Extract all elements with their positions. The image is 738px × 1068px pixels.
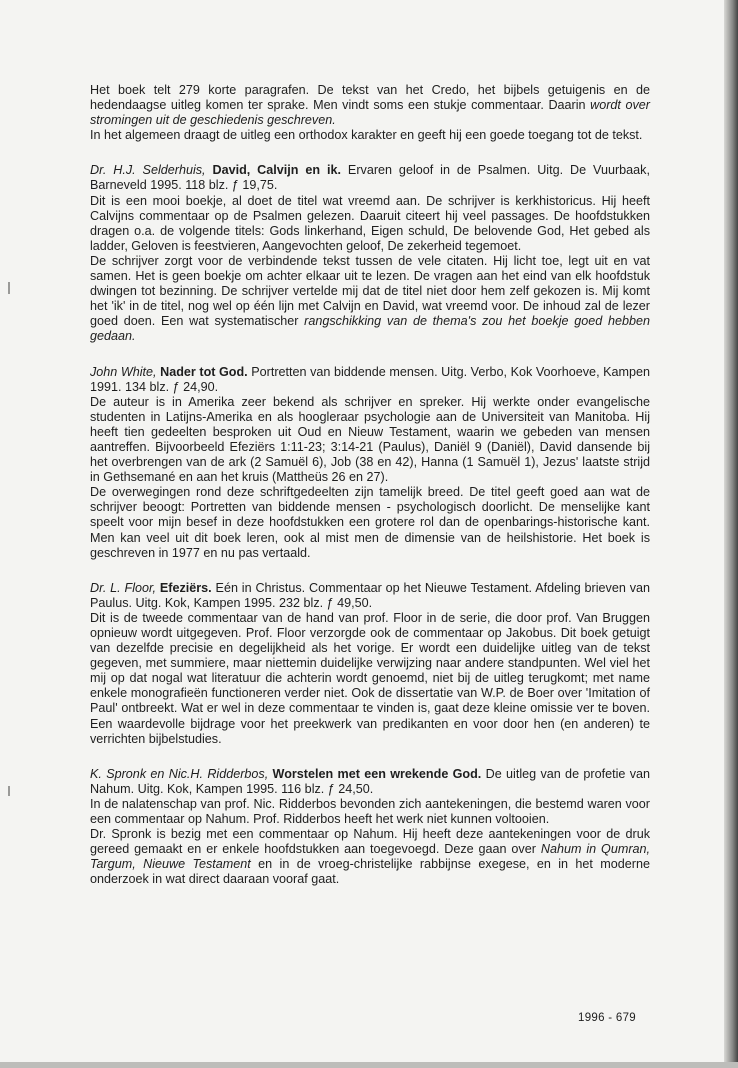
- review-heading: [90, 581, 650, 611]
- review-title: Worstelen met een wrekende God.: [272, 766, 482, 781]
- review-biblio: Portretten van biddende mensen. Uitg. Verbo, Kok Voorhoeve, Kampen 1991. 134 blz. ƒ 24,90.: [90, 364, 651, 394]
- review-author: Dr. L. Floor,: [90, 580, 157, 595]
- review-author: John White,: [90, 364, 157, 379]
- review-title: Nader tot God.: [160, 364, 248, 379]
- review-floor: [90, 581, 650, 747]
- review-paragraph: De schrijver zorgt voor de verbindende tekst tussen de vele citaten. Hij licht toe, legt uit en vat samen. Het is geen boekje om achter elkaar uit te lezen. De vragen aan het eind van elk hoofdstuk dwingen tot bezinning. De schrijver vertelde mij dat de titel niet door hem zelf gekozen is. Mij komt het 'ik' in de titel, nog wel op één lijn met Calvijn en David, wat vreemd voor. De inhoud zal de lezer goed doen. Een wat systematischer rangschikking van de thema's zou het boekje goed hebben gedaan.: [90, 253, 650, 344]
- review-paragraph: Dr. Spronk is bezig met een commentaar op Nahum. Hij heeft deze aantekeningen voor de druk gereed gemaakt en er enkele hoofdstukken aan toegevoegd. Deze gaan over Nahum in Qumran, Targum, Nieuwe Testament en in de vroeg-christelijke rabbijnse exegese, en in het moderne onderzoek in wat direct daaraan vooraf gaat.: [90, 827, 651, 887]
- review-heading: [90, 365, 650, 395]
- scan-margin-mark: [8, 786, 10, 796]
- review-selderhuis: [90, 163, 650, 344]
- review-paragraph: In de nalatenschap van prof. Nic. Ridderbos bevonden zich aantekeningen, die bestemd waren voor een commentaar op Nahum. Prof. Ridderbos heeft het werk niet kunnen voltooien.: [90, 796, 650, 827]
- review-title: Efeziërs.: [159, 580, 212, 595]
- review-spronk: [90, 767, 650, 888]
- review-heading: [90, 767, 650, 797]
- page-bottom-edge: [0, 1062, 738, 1068]
- page-edge-shadow: [724, 0, 738, 1068]
- intro-paragraph: Het boek telt 279 korte paragrafen. De tekst van het Credo, het bijbels getuigenis en de hedendaagse uitleg komen ter sprake. Men vindt soms een stukje commentaar. Daarin wordt over stromingen uit de geschiedenis geschreven.: [90, 83, 650, 128]
- intro-section: [90, 83, 650, 143]
- review-title: David, Calvijn en ik.: [212, 163, 341, 178]
- review-white: [90, 365, 650, 561]
- review-heading: [90, 163, 650, 193]
- review-biblio: Ervaren geloof in de Psalmen. Uitg. De Vuurbaak, Barneveld 1995. 118 blz. ƒ 19,75.: [90, 163, 650, 193]
- page-number: 1996 - 679: [578, 1012, 636, 1024]
- review-paragraph: Dit is een mooi boekje, al doet de titel wat vreemd aan. De schrijver is kerkhistoricus. Hij heeft Calvijns commentaar op de Psalmen gelezen. Daaruit citeert hij veel passages. De hoofdstukken dragen o.a. de volgende titels: Gods linkerhand, Eigen schuld, De belovende God, Het gebed als ladder, Geloven is feestvieren, Aangevochten geloof, De zekerheid tegemoet.: [90, 193, 650, 253]
- review-author: K. Spronk en Nic.H. Ridderbos,: [90, 766, 269, 781]
- document-page: [90, 83, 650, 908]
- intro-paragraph: In het algemeen draagt de uitleg een orthodox karakter en geeft hij een goede toegang tot de tekst.: [90, 128, 643, 143]
- review-paragraph: De auteur is in Amerika zeer bekend als schrijver en spreker. Hij werkte onder evangelische studenten in Latijns-Amerika en als hoogleraar psychologie aan de Universiteit van Manitoba. Hij heeft tien gedeelten besproken uit Oud en Nieuw Testament, waarin we gebeden van mensen aantreffen. Bijvoorbeeld Efeziërs 1:11-23; 3:14-21 (Paulus), Daniël 9 (Daniël), David dansende bij het overbrengen van de ark (2 Samuël 6), Job (38 en 42), Hanna (1 Samuël 1), Jezus' laatste strijd in Gethsemané en aan het kruis (Mattheüs 26 en 27).: [90, 394, 650, 485]
- review-biblio: De uitleg van de profetie van Nahum. Uitg. Kok, Kampen 1995. 116 blz. ƒ 24,50.: [90, 766, 650, 796]
- review-paragraph: De overwegingen rond deze schriftgedeelten zijn tamelijk breed. De titel geeft goed aan wat de schrijver beoogt: Portretten van biddende mensen - psychologisch doorlicht. De menselijke kant speelt voor mijn besef in deze hoofdstukken een grotere rol dan de openbarings-historische kant. Men kan veel uit dit boek leren, ook al mist men de dimensie van de heilshistorie. Het boek is geschreven in 1977 en nu pas vertaald.: [90, 485, 650, 560]
- review-author: Dr. H.J. Selderhuis,: [90, 163, 206, 178]
- scan-margin-mark: [8, 282, 10, 294]
- review-biblio: Eén in Christus. Commentaar op het Nieuwe Testament. Afdeling brieven van Paulus. Uitg. Kok, Kampen 1995. 232 blz. ƒ 49,50.: [90, 580, 651, 610]
- review-paragraph: Dit is de tweede commentaar van de hand van prof. Floor in de serie, die door prof. Van Bruggen opnieuw wordt uitgegeven. Prof. Floor verzorgde ook de commentaar op Jakobus. Dit boek getuigt van dezelfde precisie en degelijkheid als het vorige. Er wordt een duidelijke uitleg van de tekst gegeven, met summiere, maar niettemin duidelijke verwijzing naar andere standpunten. Wel viel het mij op dat nogal wat literatuur die achterin wordt genoemd, niet bij de uitleg terugkomt; met name enkele monografieën functioneren verder niet. Ook de dissertatie van W.P. de Boer over 'Imitation of Paul' ontbreekt. Wat er wel in deze commentaar te vinden is, gaat deze kleine omissie ver te boven. Een waardevolle bijdrage voor het preekwerk van predikanten en voor door hen (en anderen) te verrichten bijbelstudies.: [90, 610, 650, 746]
